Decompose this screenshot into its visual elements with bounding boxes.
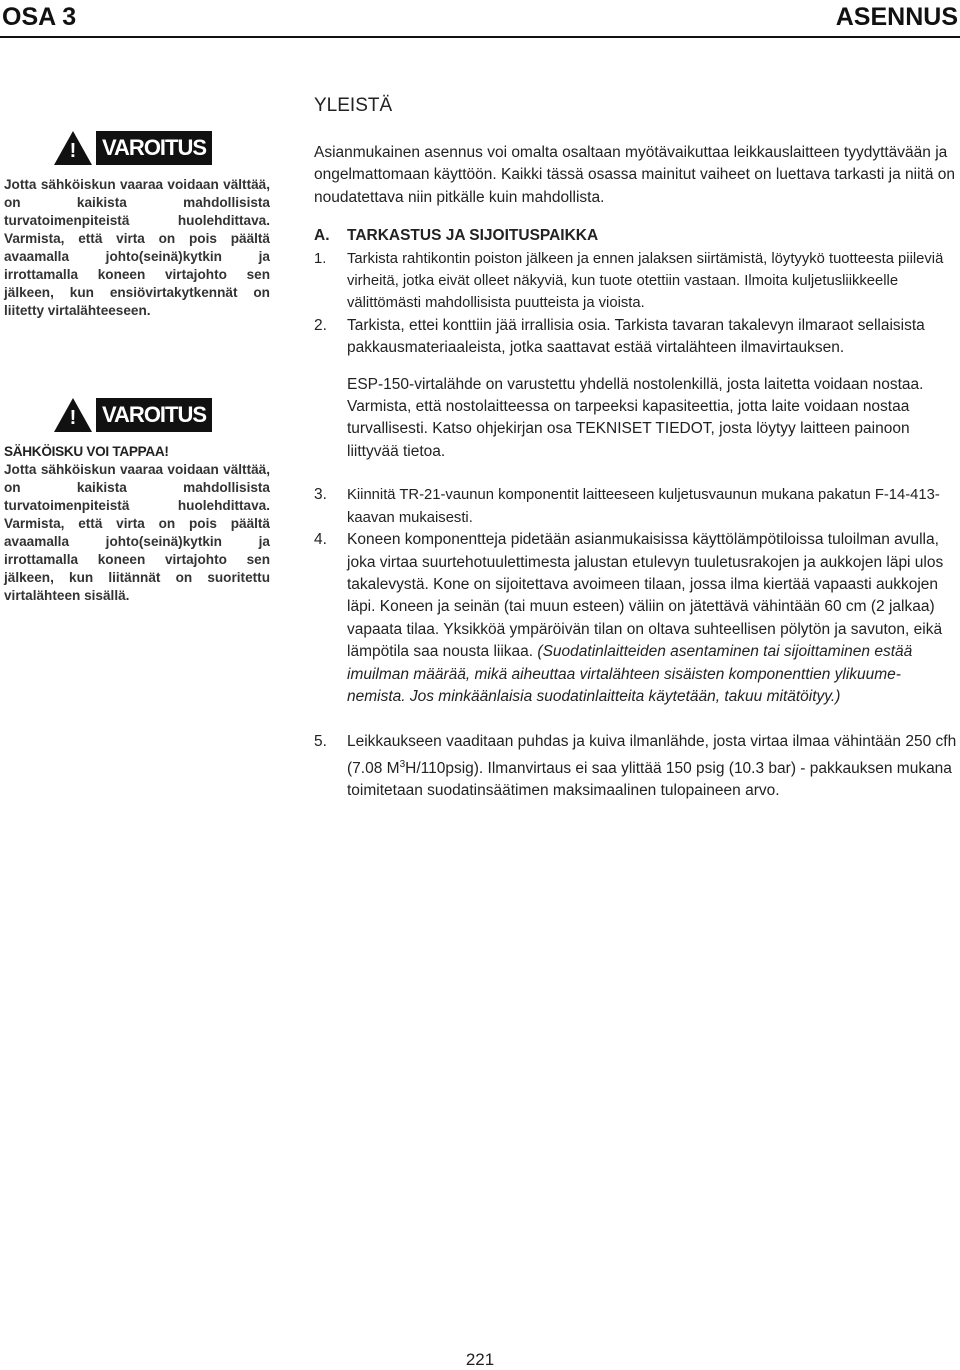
list-item-3: 3. Kiinnitä TR-21-vaunun komponentit laitteeseen kuljetusvaunun mukana pakatun F-14-413-kaavan mukaisesti. — [314, 486, 940, 526]
section-title: ASENNUS — [835, 3, 958, 31]
intro-paragraph: Asianmukainen asennus voi omalta osaltaan myötävaikuttaa leikkauslaitteen tyydyttävään ja ongelmattomaan käyttöön. Kaikki tässä osassa mainitut vaiheet on luettava tarkasti ja niitä on noudatettava niin pitkälle kuin mahdollista. — [314, 144, 956, 206]
main-text — [314, 142, 958, 803]
section-heading: A. TARKASTUS JA SIJOITUSPAIKKA — [314, 227, 599, 245]
heading-yleista: YLEISTÄ — [314, 95, 393, 116]
list-item-2: 2. Tarkista, ettei konttiin jää irrallisia osia. Tarkista tavaran takalevyn ilmaraot sellaisista pakkausmateriaaleista, jotka saattavat estää virtalähteen ilmavirtauksen. — [314, 316, 925, 357]
warning-shout: SÄHKÖISKU VOI TAPPAA! — [4, 444, 169, 459]
list-item-4: 4. Koneen komponentteja pidetään asianmukaisissa käyttölämpötiloissa tuloilman avulla, joka virtaa suurtehotuulettimesta jalustan etulevyn tuuletusrakojen ja aukkojen läpi ulos takalevystä. Kone on sijoitettava avoimeen tilaan, jossa ilma kiertää vapaasti aukkojen läpi. Koneen ja seinän (tai muun esteen) väliin on jätettävä vähintään 60 cm (2 jalkaa) vapaata tilaa. Yksikköä ympäröivän tilan on oltava suhteellisen pölytön ja savuton, eikä lämpötila saa nousta liikaa. (Suodatinlaitteiden asentaminen tai sijoittaminen estää imuilman määrää, mikä aiheuttaa virtalähteen sisäisten komponenttien ylikuume- nemista. Jos minkäänlaisia suodatinlaitteita käytetään, takuu mitätöityy.) — [314, 531, 944, 705]
section-label: OSA 3 — [2, 3, 77, 31]
warning-header-2: ! VAROITUS — [54, 398, 224, 432]
warning-label: VAROITUS — [96, 398, 212, 432]
warranty-note: (Suodatinlaitteiden asentaminen tai sijoittaminen estää imuilman määrää, mikä aiheuttaa virtalähteen sisäisten komponenttien ylikuume- nemista. Jos minkäänlaisia suodatinlaitteita käytetään, takuu mitätöityy.) — [347, 643, 913, 705]
warning-label: VAROITUS — [96, 131, 212, 165]
warning-header-1: ! VAROITUS — [54, 131, 224, 165]
list-item-2-extra: ESP-150-virtalähde on varustettu yhdellä nostolenkillä, josta laitetta voidaan nostaa. Varmista, että nostolaitteessa on tarpeeksi kapasiteettia, jotta laite voidaan nostaa turvallisesti. Katso ohjekirjan osa TEKNISET TIEDOT, josta löytyy laitteen painoon liittyvää tietoa. — [347, 375, 924, 460]
list-item-5: 5. Leikkaukseen vaaditaan puhdas ja kuiva ilmanlähde, josta virtaa ilmaa vähintään 250 cfh (7.08 $M^3H/110psig$). Ilmanvirtaus ei saa ylittää 150 psig (10.3 bar) - pakkauksen mukana toimitetaan suodatinsäätimen maksimaalinen tulopaineen arvo. — [314, 733, 957, 800]
page-header — [0, 0, 960, 38]
page-number: 221 — [465, 1350, 495, 1369]
warning-text-1: Jotta sähköiskun vaaraa voidaan välttää, on kaikista mahdollisista turvatoimenpiteistä huolehdittava. Varmista, että virta on pois päältä avaamalla johto(seinä)kytkin ja irrottamalla koneen virtajohto sen jälkeen, kun ensiövirtakytkennät on liitetty virtalähteeseen. — [4, 177, 270, 318]
warning-text-2: SÄHKÖISKU VOI TAPPAA! Jotta sähköiskun vaaraa voidaan välttää, on kaikista mahdollisista turvatoimenpiteistä huolehdittava. Varmista, että virta on pois päältä avaamalla johto(seinä)kytkin ja irrottamalla koneen virtajohto sen jälkeen, kun liitännät on suoritettu virtalähteen sisällä. — [4, 444, 270, 603]
list-item-1: 1. Tarkista rahtikontin poiston jälkeen ja ennen jalaksen siirtämistä, löytyykö tuotteesta piileviä virheitä, jotka eivät olleet näkyviä, kun tuote otettiin vastaan. Ilmoita kuljetusliikkeelle välittömästi mahdollisista puutteista ja vioista. — [314, 250, 944, 312]
